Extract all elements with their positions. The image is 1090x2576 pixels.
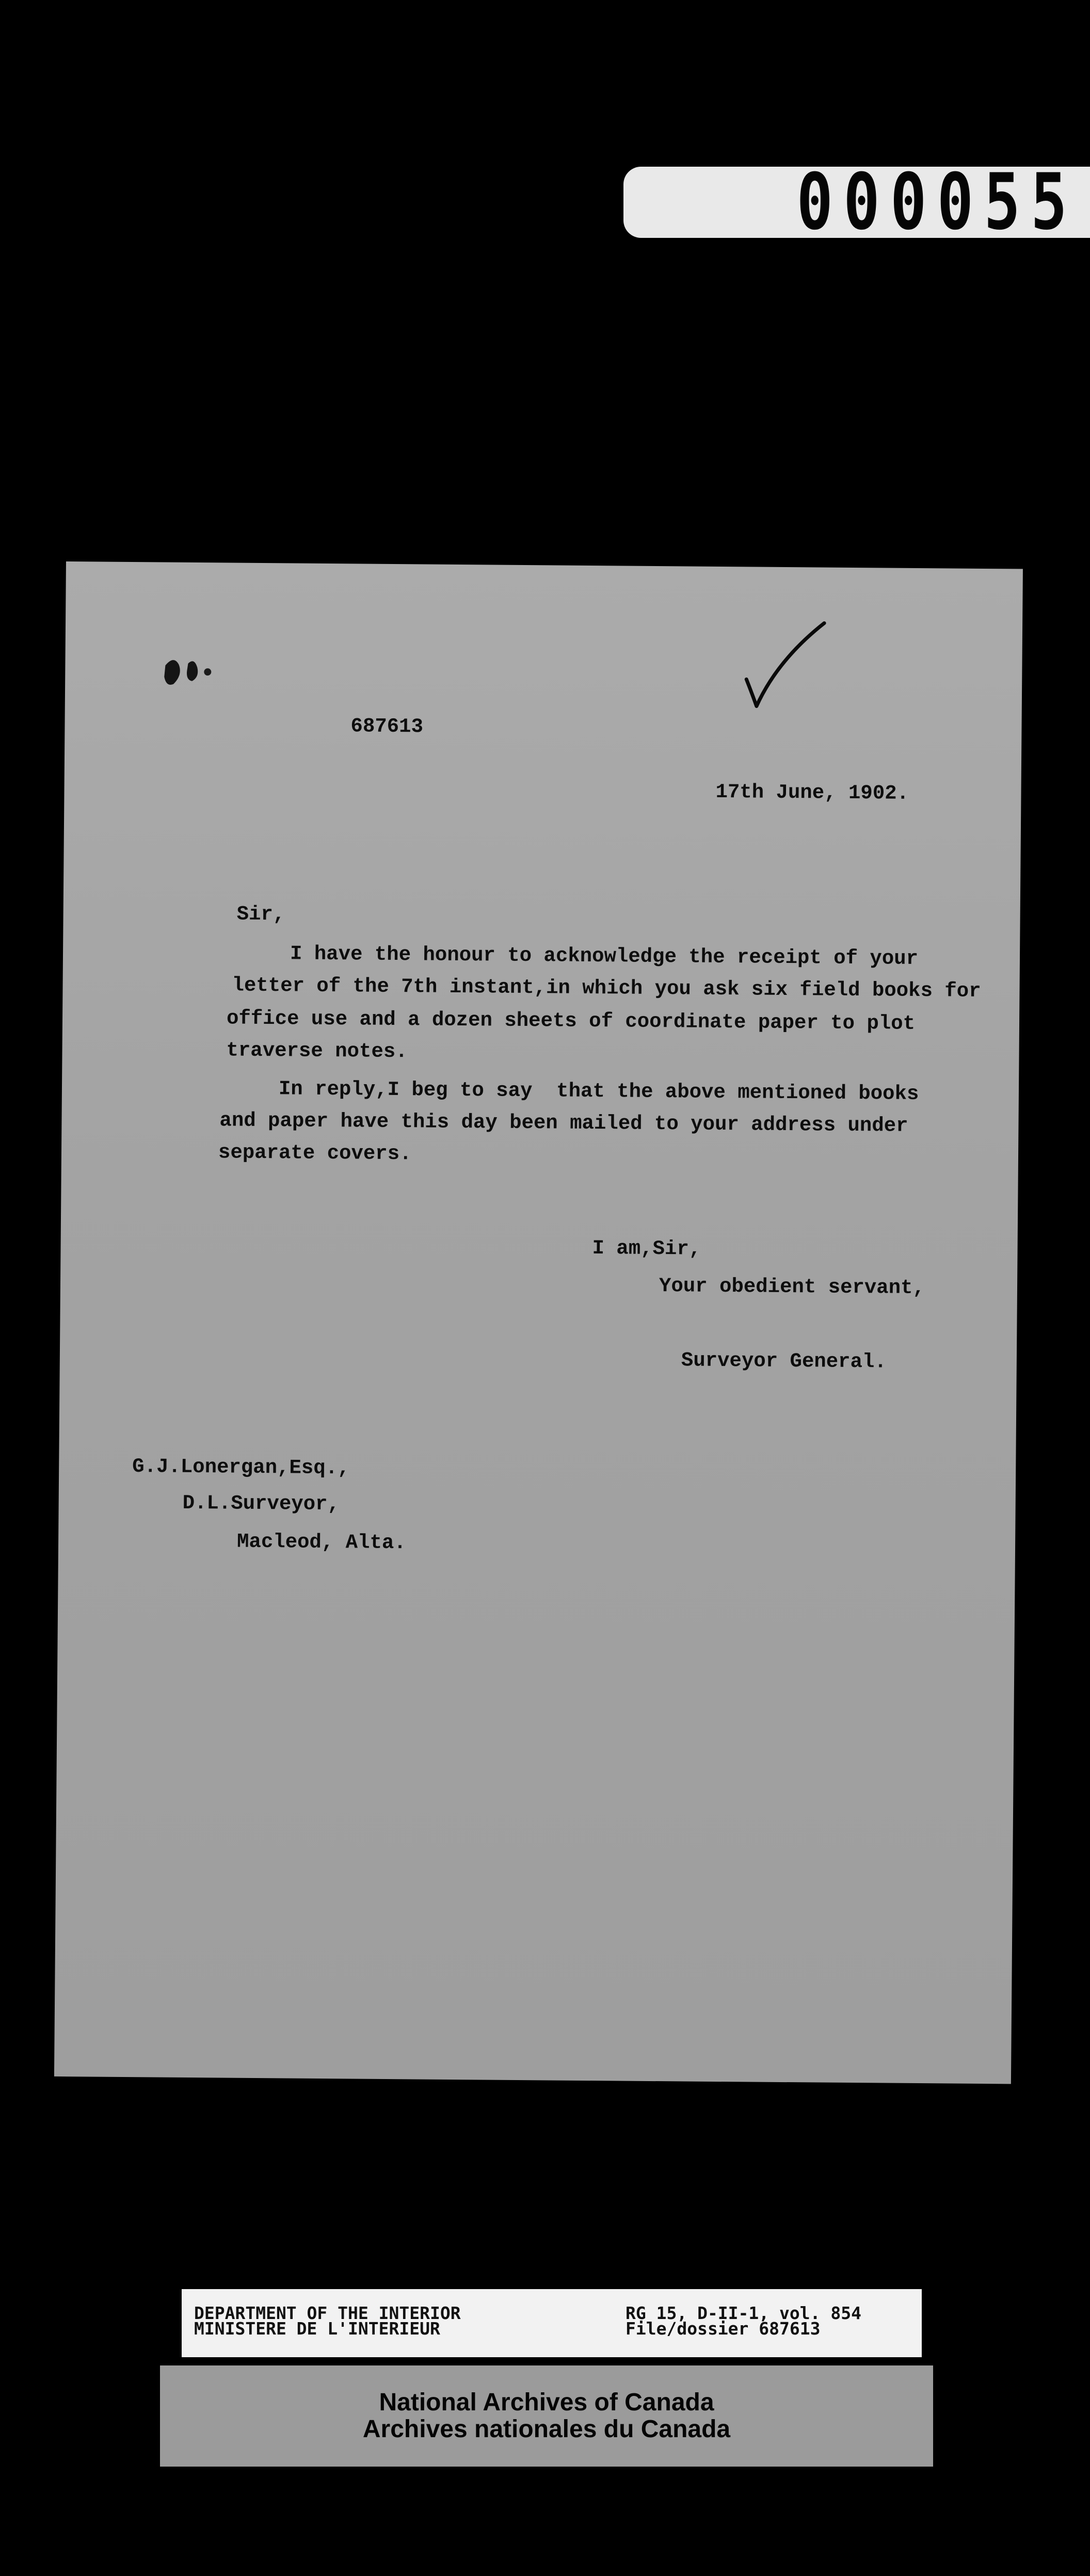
closing-line-2: Your obedient servant,	[659, 1275, 925, 1300]
addressee-title: D.L.Surveyor,	[182, 1491, 340, 1516]
archive-label	[182, 2289, 922, 2357]
punch-hole-mark-icon	[158, 650, 215, 697]
file-number: 687613	[350, 715, 424, 738]
body-line-5: In reply,I beg to say that the above mentioned books	[278, 1077, 919, 1106]
body-line-6: and paper have this day been mailed to your address under	[219, 1109, 908, 1137]
body-line-7: separate covers.	[218, 1141, 412, 1166]
archives-name-french: Archives nationales du Canada	[362, 2416, 731, 2443]
body-line-1: I have the honour to acknowledge the receipt of your	[290, 942, 919, 970]
department-french: MINISTERE DE L'INTERIEUR	[194, 2319, 440, 2339]
signature-title: Surveyor General.	[681, 1349, 887, 1374]
addressee-place: Macleod, Alta.	[236, 1530, 406, 1555]
salutation: Sir,	[236, 903, 285, 926]
body-line-4: traverse notes.	[226, 1039, 408, 1064]
frame-number: 000055	[796, 157, 1078, 247]
archives-banner	[160, 2365, 933, 2467]
department-english: DEPARTMENT OF THE INTERIOR	[194, 2303, 461, 2323]
letter-date: 17th June, 1902.	[715, 780, 909, 805]
record-group-reference: RG 15, D-II-1, vol. 854	[626, 2303, 861, 2323]
archives-name-english: National Archives of Canada	[379, 2389, 714, 2417]
body-line-2: letter of the 7th instant,in which you ask six field books for	[232, 974, 981, 1003]
file-reference: File/dossier 687613	[626, 2319, 821, 2339]
frame-number-plate	[623, 157, 1090, 247]
closing-line-1: I am,Sir,	[592, 1237, 701, 1261]
checkmark-icon	[741, 618, 829, 712]
body-line-3: office use and a dozen sheets of coordinate paper to plot	[226, 1007, 916, 1035]
addressee-name: G.J.Lonergan,Esq.,	[132, 1455, 350, 1480]
letter-page	[54, 561, 1023, 2084]
